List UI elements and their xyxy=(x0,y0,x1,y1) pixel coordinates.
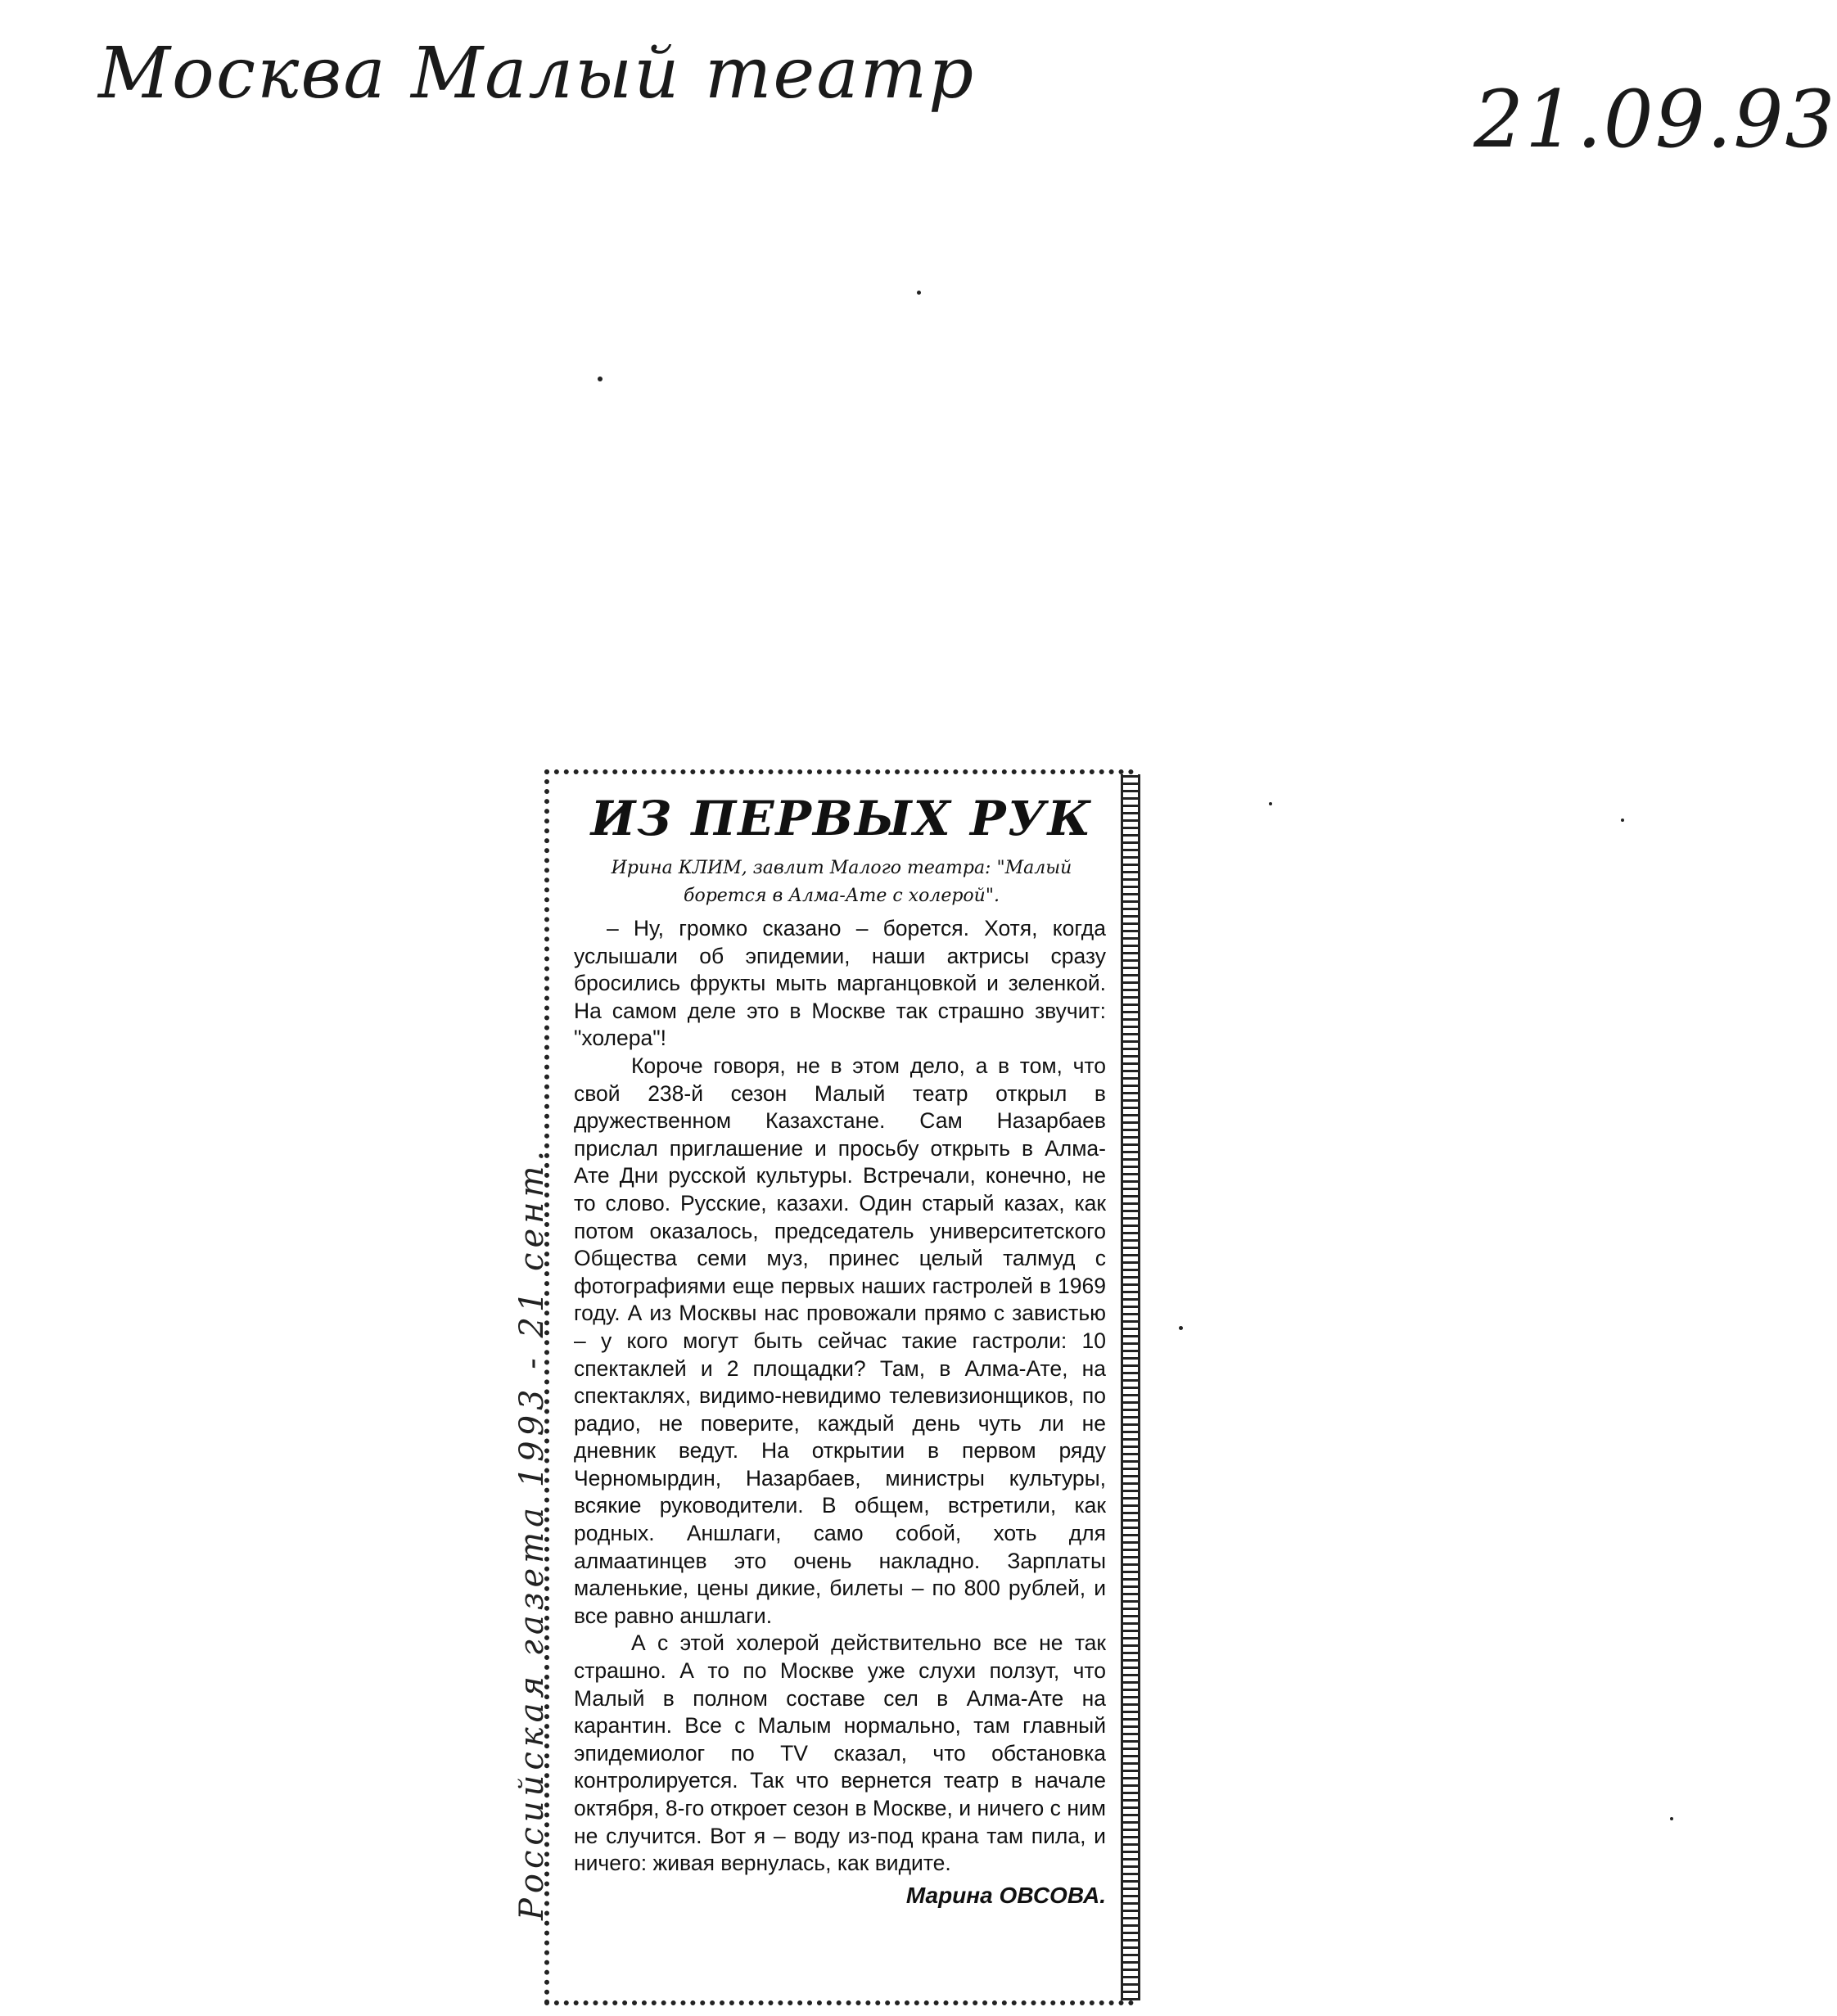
handwritten-source-annotation: Российская газета 1993 - 21 сент. xyxy=(513,1145,551,1920)
article-paragraph: – Ну, громко сказано – борется. Хотя, когда услышали об эпидемии, наши актрисы сразу бросились фрукты мыть марганцовкой и зеленкой. На самом деле это в Москве так страшно звучит: "холера"! xyxy=(574,916,1106,1051)
clipping-lead: Ирина КЛИМ, завлит Малого театра: "Малый борется в Алма-Ате с холерой". xyxy=(611,858,1072,906)
handwritten-city-theatre-note: Москва Малый театр xyxy=(98,33,976,115)
scan-speck xyxy=(917,291,921,295)
clipping-heading: ИЗ ПЕРВЫХ РУК xyxy=(590,791,1093,846)
scan-speck xyxy=(1179,1326,1183,1330)
article-paragraph: Короче говоря, не в этом дело, а в том, что свой 238-й сезон Малый театр открыл в дружественном Казахстане. Сам Назарбаев прислал приглашение и просьбу открыть в Алма-Ате Дни русской культуры. Встречали, конечно, не то слово. Русские, казахи. Один старый казах, как потом оказалось, председатель университетского Общества семи муз, принес целый талмуд с фотографиями еще первых наших гастролей в 1969 году. А из Москвы нас провожали прямо с завистью – у кого могут быть сейчас такие гастроли: 10 спектаклей и 2 площадки? Там, в Алма-Ате, на спектаклях, видимо-невидимо телевизионщиков, по радио, не поверите, каждый день чуть ли не дневник ведут. На открытии в первом ряду Черномырдин, Назарбаев, министры культуры, всякие руководители. В общем, встретили, как родных. Аншлаги, само собой, хоть для алмаатинцев это очень накладно. Зарплаты маленькие, цены дикие, билеты – по 800 рублей, и все равно аншлаги. xyxy=(574,1053,1106,1628)
scan-speck xyxy=(1621,819,1624,822)
scan-speck xyxy=(1269,802,1272,805)
article-byline: Марина ОВСОВА. xyxy=(905,1882,1106,1908)
newspaper-clipping xyxy=(513,769,1134,2005)
scan-speck xyxy=(598,377,603,381)
scan-speck xyxy=(1670,1817,1673,1820)
article-paragraph: А с этой холерой действительно все не так страшно. А то по Москве уже слухи ползут, что Малый в полном составе сел в Алма-Ате на карантин. Все с Малым нормально, там главный эпидемиолог по TV сказал, что обстановка контролируется. Так что вернется театр в начале октября, 8-го откроет сезон в Москве, и ничего с ним не случится. Вот я – воду из-под крана там пила, и ничего: живая вернулась, как видите. xyxy=(574,1630,1106,1876)
article-body xyxy=(574,915,1106,1878)
greek-key-border xyxy=(1121,774,1140,2000)
handwritten-date-note: 21.09.93 xyxy=(1474,74,1837,165)
